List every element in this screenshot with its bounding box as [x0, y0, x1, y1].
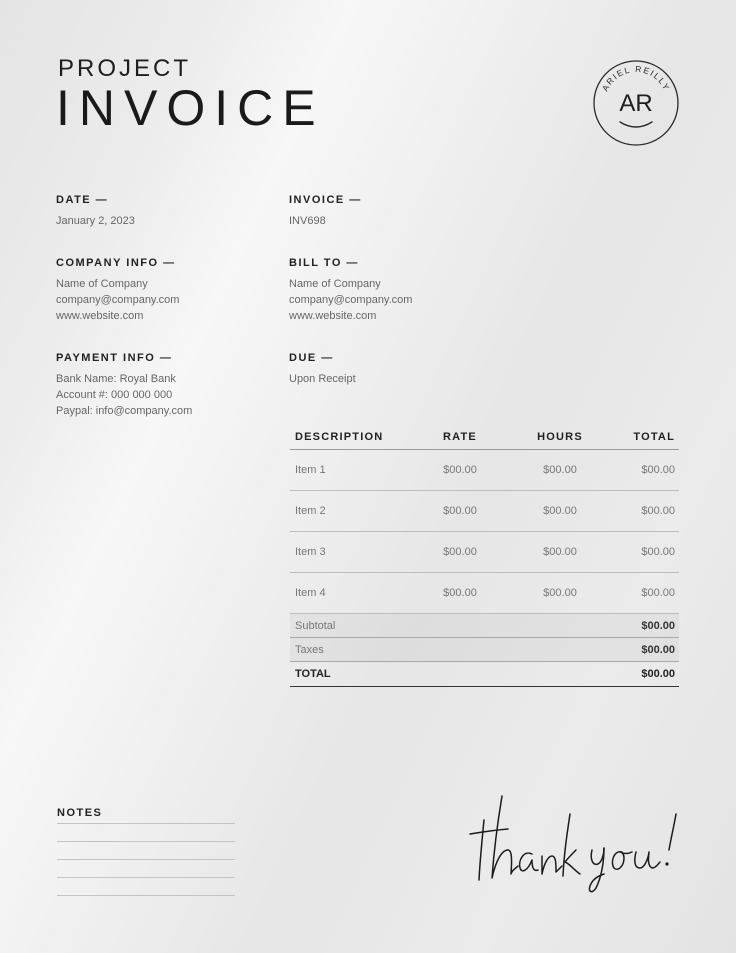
notes-line — [57, 859, 235, 860]
header-hours: HOURS — [505, 425, 615, 450]
notes-line — [57, 895, 235, 896]
item-rate: $00.00 — [415, 450, 505, 491]
table-header-row — [290, 425, 679, 450]
header-total: TOTAL — [615, 425, 679, 450]
notes-line — [57, 841, 235, 842]
invoice-label: INVOICE — — [289, 194, 362, 206]
table-row — [290, 532, 679, 573]
header-rate: RATE — [415, 425, 505, 450]
notes-line — [57, 823, 235, 824]
bill-to-email: company@company.com — [289, 294, 413, 306]
bank-name: Bank Name: Royal Bank — [56, 373, 176, 385]
taxes-row — [290, 638, 679, 662]
table-row — [290, 450, 679, 491]
account-number: Account #: 000 000 000 — [56, 389, 173, 401]
payment-info-label: PAYMENT INFO — — [56, 352, 173, 364]
item-total: $00.00 — [615, 450, 679, 491]
company-info-lines — [56, 276, 179, 324]
item-hours: $00.00 — [505, 491, 615, 532]
payment-info-lines — [56, 371, 192, 419]
due-label: DUE — — [289, 352, 334, 364]
item-total: $00.00 — [615, 573, 679, 614]
notes-line — [57, 877, 235, 878]
paypal: Paypal: info@company.com — [56, 405, 193, 417]
monogram-initials: AR — [619, 90, 653, 117]
total-row — [290, 662, 679, 687]
item-hours: $00.00 — [505, 532, 615, 573]
company-email: company@company.com — [56, 294, 180, 306]
bill-to-lines — [289, 276, 412, 324]
company-name: Name of Company — [56, 278, 148, 290]
bill-to-website: www.website.com — [289, 310, 377, 322]
taxes-label: Taxes — [290, 638, 415, 662]
invoice-number: INV698 — [289, 215, 326, 227]
item-description: Item 1 — [290, 450, 415, 491]
item-rate: $00.00 — [415, 573, 505, 614]
item-rate: $00.00 — [415, 532, 505, 573]
invoice-items-table — [290, 425, 679, 687]
header-description: DESCRIPTION — [290, 425, 415, 450]
item-total: $00.00 — [615, 532, 679, 573]
total-value: $00.00 — [615, 662, 679, 687]
monogram-logo — [591, 58, 681, 148]
taxes-value: $00.00 — [615, 638, 679, 662]
notes-label: NOTES — [57, 807, 103, 819]
item-description: Item 2 — [290, 491, 415, 532]
title-project: PROJECT — [58, 55, 192, 82]
item-total: $00.00 — [615, 491, 679, 532]
due-value: Upon Receipt — [289, 373, 356, 385]
company-website: www.website.com — [56, 310, 144, 322]
subtotal-row — [290, 614, 679, 638]
item-hours: $00.00 — [505, 573, 615, 614]
item-description: Item 4 — [290, 573, 415, 614]
subtotal-value: $00.00 — [615, 614, 679, 638]
thank-you-signature — [462, 790, 692, 900]
item-hours: $00.00 — [505, 450, 615, 491]
item-description: Item 3 — [290, 532, 415, 573]
bill-to-label: BILL TO — — [289, 257, 359, 269]
table-row — [290, 573, 679, 614]
company-info-label: COMPANY INFO — — [56, 257, 176, 269]
subtotal-label: Subtotal — [290, 614, 415, 638]
date-label: DATE — — [56, 194, 109, 206]
table-row — [290, 491, 679, 532]
item-rate: $00.00 — [415, 491, 505, 532]
title-invoice: INVOICE — [56, 80, 325, 136]
date-value: January 2, 2023 — [56, 215, 135, 227]
bill-to-name: Name of Company — [289, 278, 381, 290]
total-label: TOTAL — [290, 662, 415, 687]
svg-text:ARIEL REILLY: ARIEL REILLY — [599, 63, 673, 93]
